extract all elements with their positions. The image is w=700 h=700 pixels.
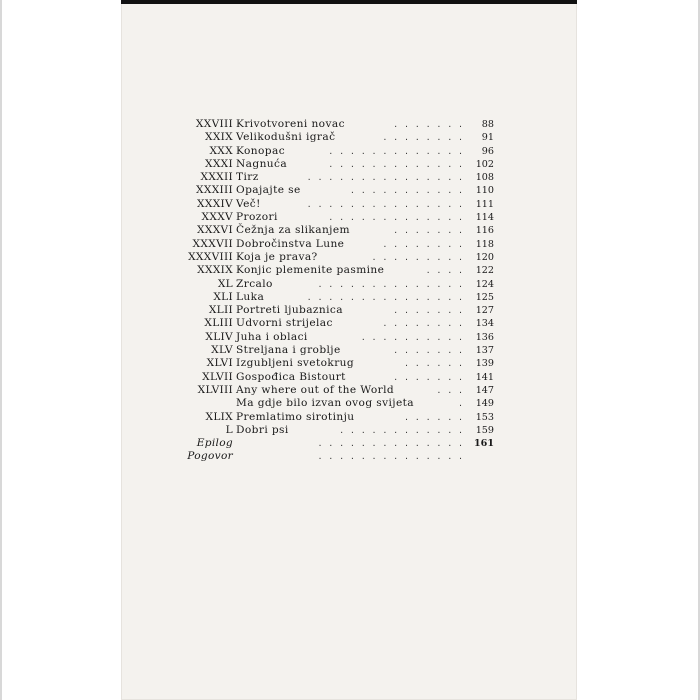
chapter-number: XXXVI [197, 224, 233, 237]
chapter-title: Več! [236, 197, 261, 210]
toc-row [121, 171, 577, 184]
toc-row [121, 317, 577, 330]
leader-dots: ............... [306, 173, 469, 183]
toc-row [121, 331, 577, 344]
chapter-number: XXXVIII [188, 250, 233, 263]
leader-dots: ........... [350, 186, 469, 196]
chapter-number: Pogovor [187, 450, 233, 463]
toc-row [121, 344, 577, 357]
leader-dots: .............. [317, 439, 469, 449]
chapter-number: L [225, 423, 233, 436]
chapter-number: XXIX [204, 131, 233, 144]
page-number: 110 [475, 185, 494, 197]
chapter-number: XXX [209, 144, 233, 157]
toc-row [121, 384, 577, 397]
page-number: 124 [475, 278, 494, 290]
leader-dots: ........ [382, 319, 469, 329]
leader-dots: ............ [339, 425, 469, 435]
chapter-number: XLVIII [197, 383, 233, 396]
leader-dots: ............. [328, 146, 469, 156]
chapter-title: Velikodušni igrač [236, 131, 336, 144]
chapter-number: XXXI [204, 157, 233, 170]
toc-row [121, 424, 577, 437]
chapter-title: Nagnuća [236, 157, 288, 170]
toc-row [121, 184, 577, 197]
leader-dots: ....... [393, 226, 469, 236]
chapter-title: Ma gdje bilo izvan ovog svijeta [236, 397, 415, 410]
chapter-number: XXXVII [192, 237, 233, 250]
toc-row [121, 131, 577, 144]
page-number: 108 [475, 172, 494, 184]
chapter-title: Dobročinstva Lune [236, 237, 345, 250]
page-number: 125 [475, 291, 494, 303]
chapter-title: Izgubljeni svetokrug [236, 357, 355, 370]
leader-dots: ....... [393, 372, 469, 382]
leader-dots: ............... [306, 292, 469, 302]
toc-row [121, 264, 577, 277]
chapter-title: Premlatimo sirotinju [236, 410, 355, 423]
toc-row [121, 397, 577, 410]
page-number: 120 [475, 251, 494, 263]
leader-dots: .............. [317, 279, 469, 289]
leader-dots: ............... [306, 199, 469, 209]
page-number: 147 [475, 384, 494, 396]
chapter-number: XXXII [200, 171, 233, 184]
page-number: 139 [475, 358, 494, 370]
chapter-number: XL [217, 277, 233, 290]
page-number: 116 [475, 225, 494, 237]
chapter-number: XXXIV [197, 197, 233, 210]
toc-row [121, 304, 577, 317]
page-number: 114 [475, 212, 494, 224]
chapter-title: Luka [236, 290, 265, 303]
chapter-title: Udvorni strijelac [236, 317, 333, 330]
toc-row [121, 238, 577, 251]
chapter-title: Krivotvoreni novac [236, 118, 345, 130]
page-number: 122 [475, 265, 494, 277]
chapter-number: XXXV [201, 211, 233, 224]
book-page [121, 0, 577, 700]
page-number: 149 [475, 398, 494, 410]
chapter-number: XXXIII [196, 184, 233, 197]
chapter-title: Tirz [236, 171, 259, 184]
page-number: 111 [475, 198, 494, 210]
leader-dots: ........ [382, 239, 469, 249]
toc-row [121, 371, 577, 384]
chapter-number: XLV [211, 344, 233, 357]
toc-row [121, 291, 577, 304]
chapter-title: Konjic plemenite pasmine [236, 264, 385, 277]
chapter-number: XLIV [205, 330, 233, 343]
chapter-title: Opajajte se [236, 184, 301, 197]
chapter-title: Dobri psi [236, 423, 289, 436]
page-number: 153 [475, 411, 494, 423]
chapter-title: Zrcalo [236, 277, 273, 290]
page-number: 159 [475, 424, 494, 436]
page-number: 141 [475, 371, 494, 383]
chapter-number: XLIX [205, 410, 233, 423]
leader-dots: . [458, 399, 469, 409]
leader-dots: .......... [360, 332, 469, 342]
chapter-title: Streljana i groblje [236, 344, 341, 357]
table-of-contents [121, 118, 577, 464]
toc-row [121, 450, 577, 463]
page-number: 127 [475, 305, 494, 317]
toc-row [121, 437, 577, 450]
chapter-number: XLI [213, 290, 233, 303]
chapter-number: XLVI [206, 357, 233, 370]
chapter-number: XLIII [204, 317, 233, 330]
toc-row [121, 198, 577, 211]
chapter-number: XLVII [202, 370, 233, 383]
toc-row [121, 211, 577, 224]
chapter-number: XXVIII [195, 118, 233, 130]
chapter-title: Any where out of the World [236, 383, 395, 396]
leader-dots: ... [436, 385, 469, 395]
chapter-title: Koja je prava? [236, 250, 318, 263]
leader-dots: ....... [393, 306, 469, 316]
toc-row [121, 278, 577, 291]
leader-dots: ...... [404, 359, 469, 369]
toc-row [121, 251, 577, 264]
chapter-number: XXXIX [197, 264, 233, 277]
leader-dots: .............. [317, 452, 469, 462]
leader-dots: ........ [382, 133, 469, 143]
page-top-edge [121, 0, 577, 4]
leader-dots: ...... [404, 412, 469, 422]
chapter-number: XLII [208, 304, 233, 317]
chapter-title: Prozori [236, 211, 278, 224]
toc-row [121, 357, 577, 370]
page-number: 161 [473, 438, 494, 450]
toc-row [121, 224, 577, 237]
page-number: 137 [475, 345, 494, 357]
page-number: 118 [475, 238, 494, 250]
leader-dots: ....... [393, 346, 469, 356]
toc-row [121, 411, 577, 424]
leader-dots: ......... [371, 252, 469, 262]
page-number: 88 [481, 119, 494, 130]
chapter-number: Epilog [196, 437, 233, 450]
toc-row [121, 158, 577, 171]
chapter-title: Gospođica Bistourt [236, 370, 346, 383]
page-number: 102 [475, 158, 494, 170]
chapter-title: Portreti ljubaznica [236, 304, 343, 317]
toc-row [121, 118, 577, 131]
page-number: 91 [481, 132, 494, 144]
page-number: 136 [475, 331, 494, 343]
leader-dots: ............. [328, 159, 469, 169]
leader-dots: .... [425, 266, 469, 276]
chapter-title: Konopac [236, 144, 286, 157]
leader-dots: ............. [328, 213, 469, 223]
page-number: 96 [481, 145, 494, 157]
page-number: 134 [475, 318, 494, 330]
chapter-title: Čežnja za slikanjem [236, 224, 350, 237]
toc-row [121, 145, 577, 158]
leader-dots: ....... [393, 120, 469, 129]
chapter-title: Juha i oblaci [236, 330, 308, 343]
